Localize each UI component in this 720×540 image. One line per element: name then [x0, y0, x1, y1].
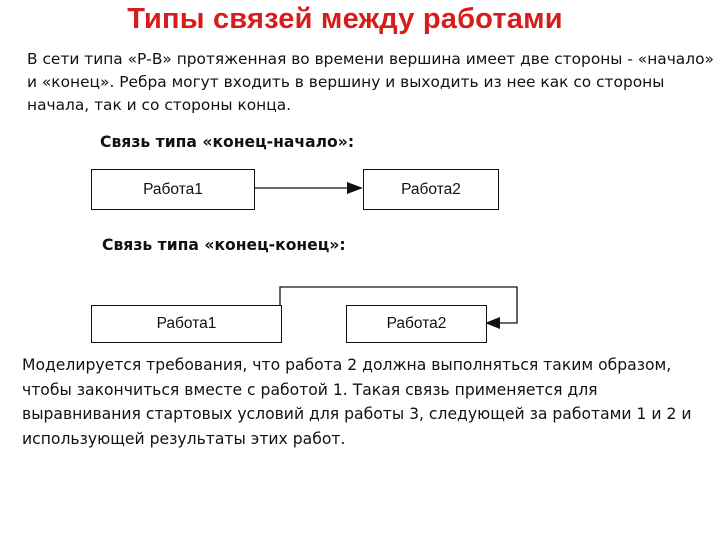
ff-work1-label: Работа1: [156, 315, 217, 332]
ff-work2-label: Работа2: [386, 315, 447, 332]
finish-finish-heading: Связь типа «конец-конец»:: [102, 236, 346, 254]
fs-work2-label: Работа2: [401, 180, 461, 198]
finish-finish-arrowhead: [485, 317, 500, 329]
fs-work2-box: [363, 169, 499, 210]
ff-work1-box: [91, 305, 282, 343]
ff-work2-box: [346, 305, 487, 343]
finish-start-arrowhead: [347, 182, 363, 194]
conclusion-paragraph: Моделируется требования, что работа 2 должна выполняться таким образом, чтобы закончиться вместе с работой 1. Такая связь применяется для выравнивания стартовых условий для работы 3, следующей за работами 1 и 2 и использующей результаты этих работ.: [22, 356, 692, 448]
intro-paragraph: В сети типа «Р-В» протяженная во времени вершина имеет две стороны - «начало» и «конец». Ребра могут входить в вершину и выходить из нее как со стороны начала, так и со стороны конца.: [27, 50, 714, 114]
slide-title: Типы связей между работами: [127, 3, 563, 35]
fs-work1-box: [91, 169, 255, 210]
finish-start-heading: Связь типа «конец-начало»:: [100, 133, 355, 151]
fs-work1-label: Работа1: [143, 180, 203, 198]
